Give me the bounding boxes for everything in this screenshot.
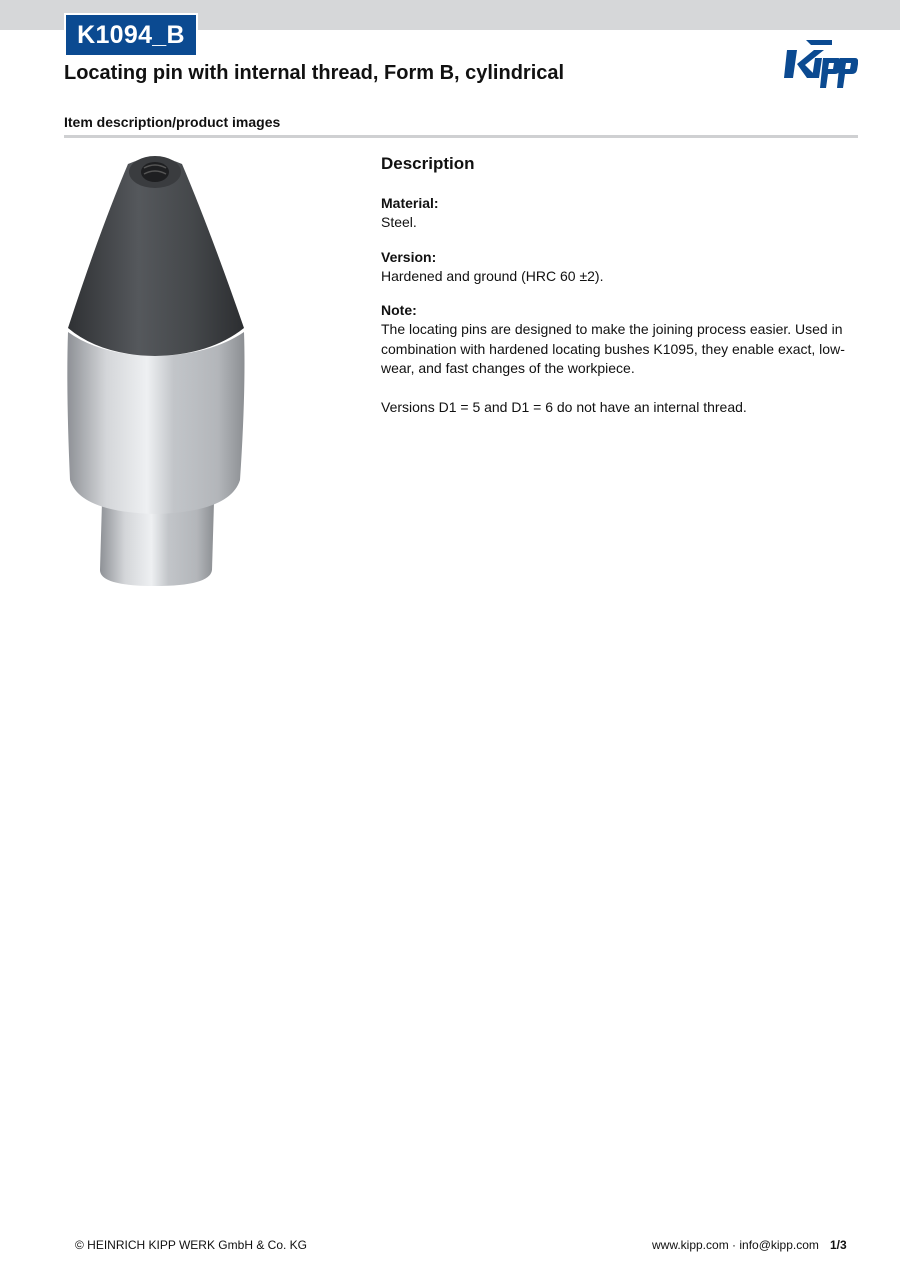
- note-text: The locating pins are designed to make the joining process easier. Used in combination with hardened locating bushes K1095, they enable exact, low-wear, and fast changes of the workpiece.: [381, 321, 845, 376]
- material-text: Steel.: [381, 214, 417, 230]
- description-heading: Description: [381, 154, 475, 173]
- description-panel: [381, 154, 851, 432]
- footer-copyright: © HEINRICH KIPP WERK GmbH & Co. KG: [75, 1238, 307, 1252]
- section-label: Item description/product images: [64, 114, 281, 130]
- page-title: Locating pin with internal thread, Form B, cylindrical: [64, 62, 565, 84]
- section-divider: [64, 135, 858, 138]
- page-number: 1/3: [830, 1238, 847, 1252]
- version-label: Version:: [381, 248, 437, 265]
- note-extra-text: Versions D1 = 5 and D1 = 6 do not have an internal thread.: [381, 398, 747, 415]
- note-label: Note:: [381, 302, 417, 318]
- kipp-logo: [784, 38, 858, 92]
- version-text: Hardened and ground (HRC 60 ±2).: [381, 267, 604, 284]
- material-label: Material:: [381, 195, 439, 211]
- footer-contact: www.kipp.com · info@kipp.com: [652, 1238, 819, 1252]
- product-code-badge: K1094_B: [64, 13, 198, 57]
- product-image: [60, 150, 250, 590]
